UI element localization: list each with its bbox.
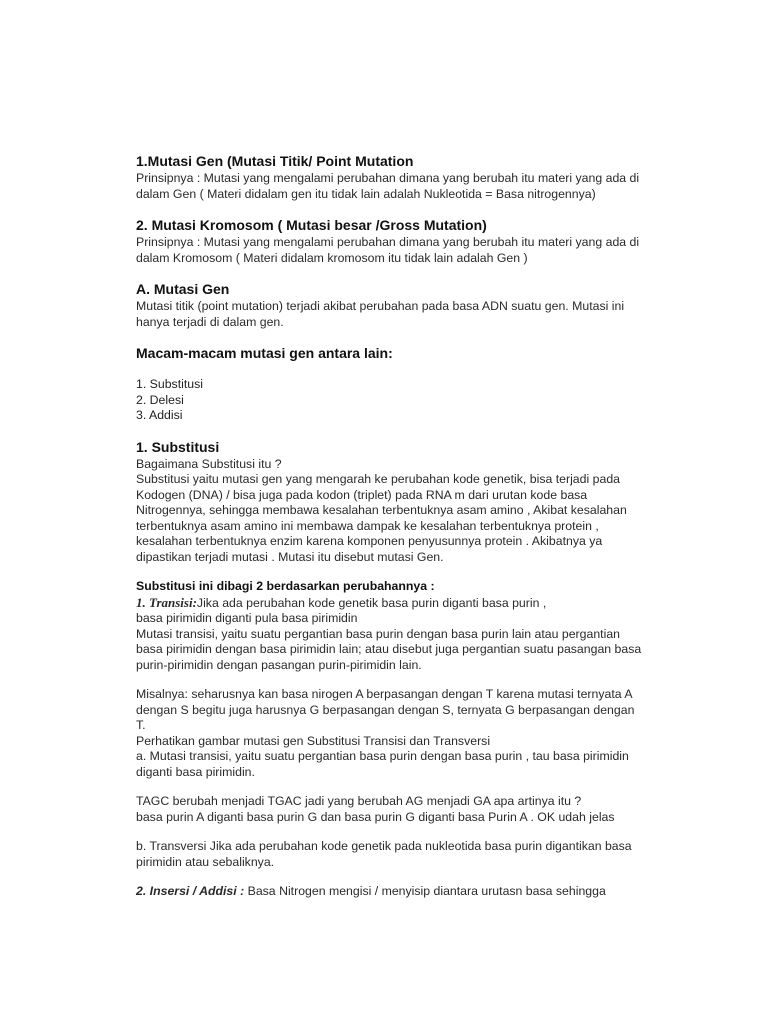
paragraph-line: b. Transversi Jika ada perubahan kode genetik pada nukleotida basa purin digantikan basa: [136, 839, 632, 853]
paragraph-line: Prinsipnya : Mutasi yang mengalami perubahan dimana yang berubah itu materi yang ada di: [136, 171, 640, 185]
section-title-a-mutasi-gen: A. Mutasi Gen: [136, 281, 230, 297]
transisi-line: [136, 595, 736, 612]
paragraph-line: Mutasi transisi, yaitu suatu pergantian basa purin dengan basa purin lain atau pergantian: [136, 626, 620, 641]
paragraph-line: dipastikan terjadi mutasi . Mutasi itu disebut mutasi Gen.: [136, 549, 444, 564]
paragraph-line: Misalnya: seharusnya kan basa nirogen A berpasangan dengan T karena mutasi ternyata A: [136, 687, 633, 701]
mutation-type-list: [136, 377, 736, 424]
paragraph-line: Kodogen (DNA) / bisa juga pada kodon (triplet) pada RNA m dari urutan kode basa: [136, 487, 588, 502]
subsection-title-dibagi: Substitusi ini dibagi 2 berdasarkan perubahannya :: [136, 579, 435, 593]
paragraph-line: basa pirimidin dengan basa pirimidin lain; atau disebut juga pergantian suatu pasangan basa: [136, 642, 642, 656]
list-item: 1. Substitusi: [136, 377, 203, 391]
paragraph-line: terbentuknya asam amino ini membawa dampak ke kesalahan terbentuknya protein ,: [136, 518, 599, 533]
transisi-label: 1. Transisi:: [136, 594, 197, 610]
section-title-mutasi-gen: 1.Mutasi Gen (Mutasi Titik/ Point Mutation: [136, 153, 414, 169]
paragraph-line: a. Mutasi transisi, yaitu suatu pergantian basa purin dengan basa purin , tau basa pirimidin: [136, 749, 629, 763]
paragraph-line: dalam Kromosom ( Materi didalam kromosom itu tidak lain adalah Gen ): [136, 250, 528, 265]
section-title-substitusi: 1. Substitusi: [136, 438, 220, 455]
paragraph-line: Bagaimana Substitusi itu ?: [136, 456, 282, 471]
paragraph-line: Substitusi yaitu mutasi gen yang mengarah ke perubahan kode genetik, bisa terjadi pada: [136, 472, 620, 486]
section-title-mutasi-kromosom: 2. Mutasi Kromosom ( Mutasi besar /Gross Mutation): [136, 217, 487, 233]
paragraph-line: kesalahan terbentuknya enzim karena komponen penyusunnya protein . Akibatnya ya: [136, 534, 603, 548]
list-item: 3. Addisi: [136, 408, 183, 422]
paragraph-line: Perhatikan gambar mutasi gen Substitusi Transisi dan Transversi: [136, 733, 491, 748]
insersi-line: [136, 884, 736, 900]
paragraph-line: Prinsipnya : Mutasi yang mengalami perubahan dimana yang berubah itu materi yang ada di: [136, 235, 640, 249]
paragraph-line: TAGC berubah menjadi TGAC jadi yang berubah AG menjadi GA apa artinya itu ?: [136, 794, 582, 808]
list-item: 2. Delesi: [136, 392, 184, 407]
paragraph-line: dalam Gen ( Materi didalam gen itu tidak lain adalah Nukleotida = Basa nitrogennya): [136, 186, 596, 201]
insersi-label: 2. Insersi / Addisi :: [136, 884, 245, 898]
paragraph-line: basa pirimidin diganti pula basa pirimidin: [136, 611, 358, 625]
transisi-text: Jika ada perubahan kode genetik basa purin diganti basa purin ,: [196, 595, 547, 610]
section-title-macam: Macam-macam mutasi gen antara lain:: [136, 345, 393, 361]
paragraph-line: Nitrogennya, sehingga membawa kesalahan terbentuknya asam amino , Akibat kesalahan: [136, 503, 627, 517]
paragraph-line: purin-pirimidin dengan pasangan purin-pirimidin lain.: [136, 657, 422, 672]
paragraph-line: hanya terjadi di dalam gen.: [136, 314, 284, 329]
paragraph-line: basa purin A diganti basa purin G dan basa purin G diganti basa Purin A . OK udah jelas: [136, 809, 615, 824]
insersi-text: Basa Nitrogen mengisi / menyisip diantara urutasn basa sehingga: [244, 884, 606, 898]
paragraph-line: T.: [136, 718, 146, 732]
paragraph-line: dengan S begitu juga harusnya G berpasangan dengan S, ternyata G berpasangan dengan: [136, 702, 635, 717]
paragraph-line: diganti basa pirimidin.: [136, 764, 255, 779]
paragraph-line: pirimidin atau sebaliknya.: [136, 854, 275, 869]
document-content: [136, 152, 736, 900]
paragraph-line: Mutasi titik (point mutation) terjadi akibat perubahan pada basa ADN suatu gen. Mutasi ini: [136, 299, 625, 313]
